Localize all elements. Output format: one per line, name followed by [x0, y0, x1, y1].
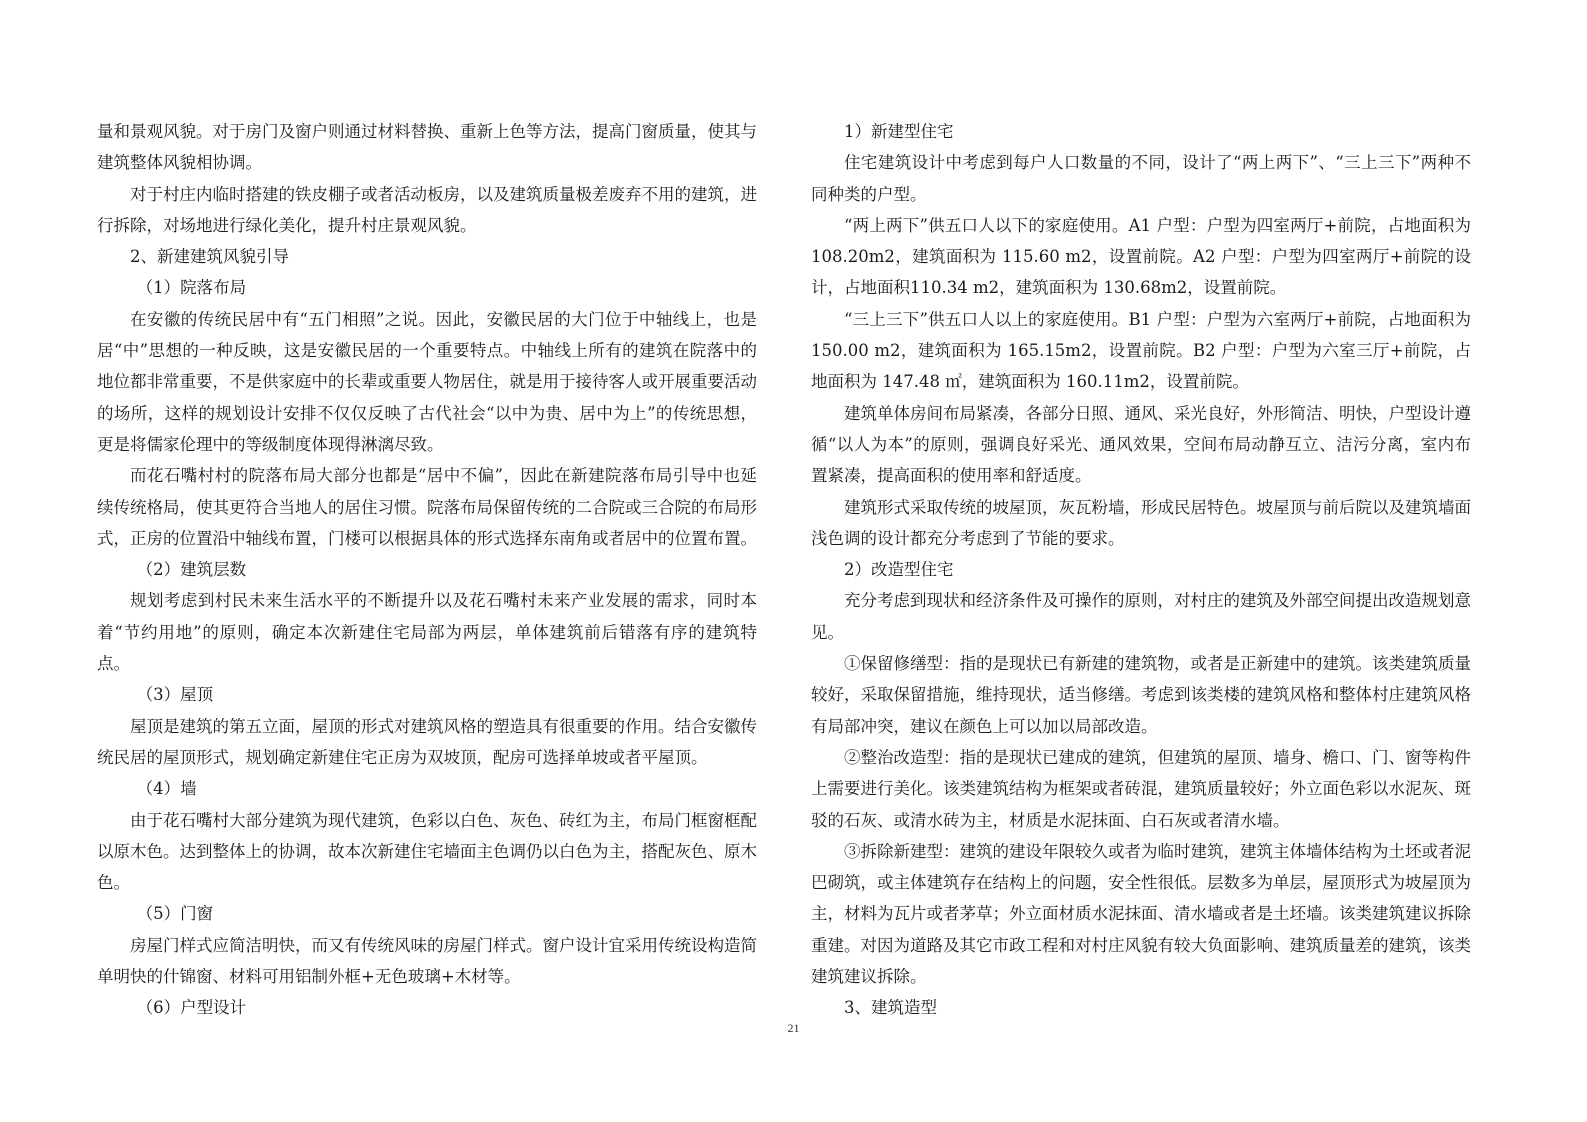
- paragraph: 屋顶是建筑的第五立面，屋顶的形式对建筑风格的塑造具有很重要的作用。结合安徽传统民居的屋顶形式，规划确定新建住宅正房为双坡顶，配房可选择单坡或者平屋顶。: [97, 716, 757, 767]
- paragraph: 在安徽的传统民居中有“五门相照”之说。因此，安徽民居的大门位于中轴线上，也是居“中”思想的一种反映，这是安徽民居的一个重要特点。中轴线上所有的建筑在院落中的地位都非常重要，不是供家庭中的长辈或重要人物居住，就是用于接待客人或开展重要活动的场所，这样的规划设计安排不仅仅反映了古代社会“以中为贵、居中为上”的传统思想，更是将儒家伦理中的等级制度体现得淋漓尽致。: [97, 309, 757, 454]
- paragraph: “三上三下”供五口人以上的家庭使用。B1 户型：户型为六室两厅+前院，占地面积为 150.00 m2，建筑面积为 165.15m2，设置前院。B2 户型：户型为六室三厅+前院，占地面积为 147.48 ㎡，建筑面积为 160.11m2，设置前院。: [811, 309, 1471, 392]
- subsection-heading: 2）改造型住宅: [844, 560, 954, 580]
- paragraph: ③拆除新建型：建筑的建设年限较久或者为临时建筑，建筑主体墙体结构为土坯或者泥巴砌筑，或主体建筑存在结构上的问题，安全性很低。层数多为单层，屋顶形式为坡屋顶为主，材料为瓦片或者茅草；外立面材质水泥抹面、清水墙或者是土坯墙。该类建筑建议拆除重建。对因为道路及其它市政工程和对村庄风貌有较大负面影响、建筑质量差的建筑，该类建筑建议拆除。: [811, 841, 1471, 987]
- page-number: 21: [787, 1021, 800, 1035]
- paragraph: 房屋门样式应简洁明快，而又有传统风味的房屋门样式。窗户设计宜采用传统设构造简单明快的什锦窗、材料可用铝制外框+无色玻璃+木材等。: [97, 935, 757, 987]
- left-column: [97, 116, 757, 1024]
- subsection-heading: 1）新建型住宅: [844, 122, 954, 141]
- paragraph: 由于花石嘴村大部分建筑为现代建筑，色彩以白色、灰色、砖红为主，布局门框窗框配以原木色。达到整体上的协调，故本次新建住宅墙面主色调仍以白色为主，搭配灰色、原木色。: [97, 810, 757, 893]
- paragraph: 而花石嘴村村的院落布局大部分也都是“居中不偏”，因此在新建院落布局引导中也延续传统格局，使其更符合当地人的居住习惯。院落布局保留传统的二合院或三合院的布局形式，正房的位置沿中轴线布置，门楼可以根据具体的形式选择东南角或者居中的位置布置。: [97, 466, 757, 548]
- subsection-heading: （1）院落布局: [136, 278, 247, 298]
- subsection-heading: （4）墙: [136, 779, 197, 799]
- subsection-heading: （5）门窗: [136, 904, 214, 924]
- paragraph: 建筑形式采取传统的坡屋顶，灰瓦粉墙，形成民居特色。坡屋顶与前后院以及建筑墙面浅色调的设计都充分考虑到了节能的要求。: [811, 497, 1471, 548]
- subsection-heading: （3）屋顶: [136, 685, 214, 705]
- section-heading: 3、建筑造型: [844, 998, 937, 1018]
- paragraph: ②整治改造型：指的是现状已建成的建筑，但建筑的屋顶、墙身、檐口、门、窗等构件上需要进行美化。该类建筑结构为框架或者砖混，建筑质量较好；外立面色彩以水泥灰、斑驳的石灰、或清水砖为主，材质是水泥抹面、白石灰或者清水墙。: [811, 747, 1471, 830]
- paragraph: “两上两下”供五口人以下的家庭使用。A1 户型：户型为四室两厅+前院，占地面积为108.20m2，建筑面积为 115.60 m2，设置前院。A2 户型：户型为四室两厅+前院的设计，占地面积110.34 m2，建筑面积为 130.68m2，设置前院。: [811, 215, 1471, 298]
- paragraph: 对于村庄内临时搭建的铁皮棚子或者活动板房，以及建筑质量极差废弃不用的建筑，进行拆除，对场地进行绿化美化，提升村庄景观风貌。: [97, 184, 757, 235]
- paragraph: 充分考虑到现状和经济条件及可操作的原则，对村庄的建筑及外部空间提出改造规划意见。: [811, 591, 1471, 642]
- right-column: [811, 116, 1471, 1024]
- paragraph: 住宅建筑设计中考虑到每户人口数量的不同，设计了“两上两下”、“三上三下”两种不同种类的户型。: [811, 153, 1471, 204]
- subsection-heading: （2）建筑层数: [136, 560, 247, 580]
- paragraph: 规划考虑到村民未来生活水平的不断提升以及花石嘴村未来产业发展的需求，同时本着“节约用地”的原则，确定本次新建住宅局部为两层，单体建筑前后错落有序的建筑特点。: [97, 591, 757, 674]
- subsection-heading: （6）户型设计: [136, 998, 247, 1018]
- paragraph: 建筑单体房间布局紧凑，各部分日照、通风、采光良好，外形简洁、明快，户型设计遵循“以人为本”的原则，强调良好采光、通风效果，空间布局动静互立、洁污分离，室内布置紧凑，提高面积的使用率和舒适度。: [811, 403, 1471, 486]
- section-heading: 2、新建建筑风貌引导: [130, 247, 289, 267]
- paragraph: 量和景观风貌。对于房门及窗户则通过材料替换、重新上色等方法，提高门窗质量，使其与建筑整体风貌相协调。: [97, 122, 757, 173]
- paragraph: ①保留修缮型：指的是现状已有新建的建筑物，或者是正新建中的建筑。该类建筑质量较好，采取保留措施，维持现状，适当修缮。考虑到该类楼的建筑风格和整体村庄建筑风格有局部冲突，建议在颜色上可以加以局部改造。: [811, 654, 1471, 736]
